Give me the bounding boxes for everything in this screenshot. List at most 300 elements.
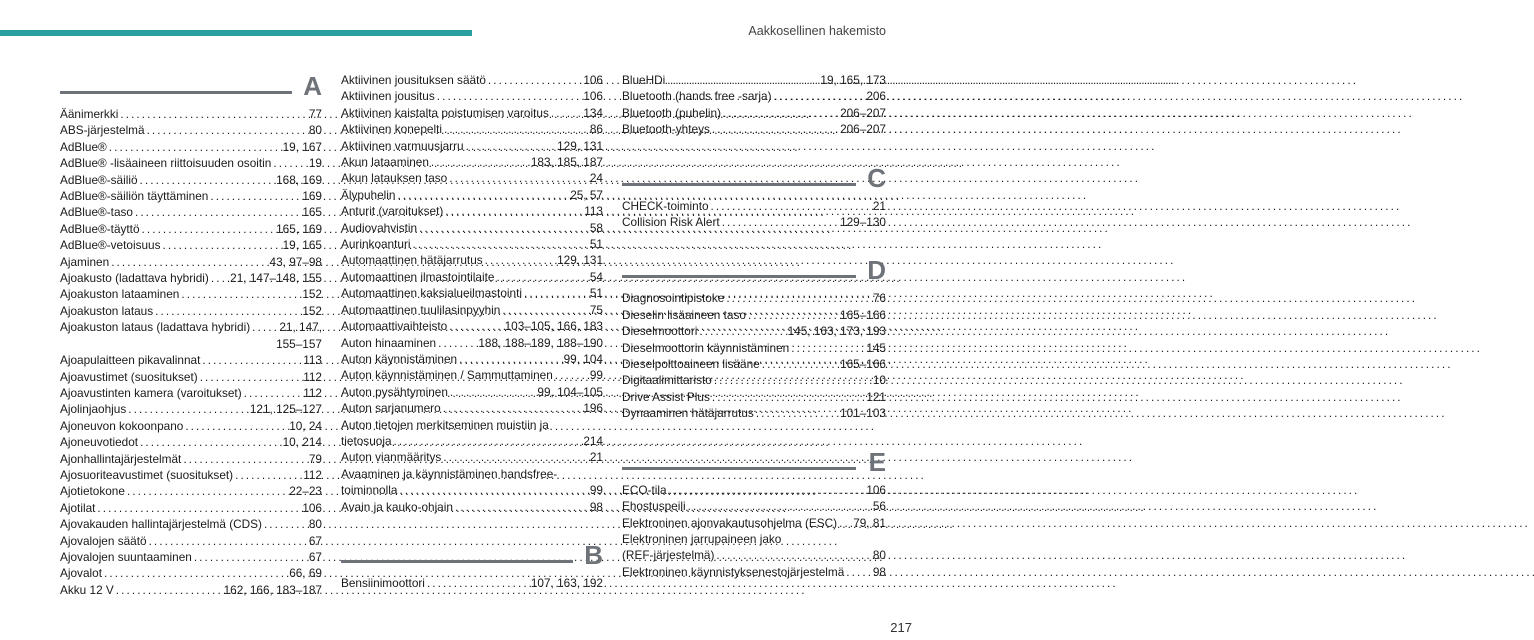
section-letter: C: [867, 162, 886, 193]
dot-leader: [210, 188, 300, 204]
index-pages: 86: [589, 122, 603, 137]
index-pages: 10, 214: [282, 435, 322, 450]
dot-leader: [551, 105, 581, 121]
dot-leader: [111, 254, 267, 270]
dot-leader: [431, 154, 529, 170]
index-entry: [341, 575, 603, 591]
index-entry: [341, 433, 603, 449]
index-entry: [60, 319, 322, 352]
index-term: Ehostuspeili: [622, 499, 686, 514]
index-pages: 206–207: [840, 122, 886, 137]
index-entry: [622, 88, 886, 104]
index-entry: [622, 498, 886, 514]
index-term: Automaattinen kaksialueilmastointi: [341, 286, 522, 301]
index-entry: [60, 533, 322, 549]
index-pages: 77: [308, 107, 322, 121]
index-term: Akun lataaminen: [341, 155, 429, 170]
dot-leader: [485, 252, 555, 268]
index-pages: 67: [308, 549, 322, 564]
dot-leader: [667, 72, 818, 88]
index-term: Bluetooth (puhelin): [622, 105, 722, 120]
index-pages: 112: [303, 369, 322, 384]
section-rule: [341, 560, 573, 563]
index-pages: 80: [308, 123, 322, 138]
index-entry: [60, 549, 322, 565]
index-pages: 152: [302, 287, 322, 302]
index-entry: [60, 565, 322, 581]
index-pages: 76: [872, 291, 886, 306]
index-pages: 10: [872, 373, 886, 388]
index-term: Ajovalojen säätö: [60, 533, 147, 548]
index-term: ABS-järjestelmä: [60, 123, 145, 138]
section-header-d: [622, 256, 886, 284]
index-term: Aurinkoanturi: [341, 237, 411, 252]
dot-leader: [116, 582, 222, 598]
index-term: Elektroninen jarrupaineen jako: [622, 531, 782, 546]
index-term: Auton vianmääritys: [341, 450, 442, 465]
index-term: Ajonhallintajärjestelmät: [60, 451, 182, 466]
dot-leader: [397, 187, 568, 203]
index-pages: 80: [872, 548, 886, 563]
index-list-a: [60, 106, 322, 598]
section-rule: [60, 91, 292, 94]
index-entry: [622, 290, 886, 306]
index-entry: [341, 220, 603, 236]
index-entry: [341, 285, 603, 301]
dot-leader: [791, 340, 864, 356]
index-entry: [60, 319, 322, 335]
dot-leader: [200, 369, 302, 385]
index-entry: [341, 72, 603, 88]
index-term: AdBlue®-säiliön täyttäminen: [60, 189, 209, 204]
index-term: Dynaaminen hätäjarrutus: [622, 406, 754, 421]
index-term: Avaaminen ja käynnistäminen handsfree-: [341, 466, 558, 481]
section-rule: [622, 467, 856, 470]
index-column-1: [60, 72, 322, 598]
index-pages: 206: [866, 89, 886, 104]
dot-leader: [488, 72, 581, 88]
index-entry: [622, 340, 886, 356]
index-pages: 165–166: [840, 357, 886, 372]
index-entry: [60, 155, 322, 171]
dot-leader: [264, 516, 307, 532]
index-pages: 106: [302, 500, 322, 515]
index-entry: [622, 214, 886, 230]
dot-leader: [443, 449, 588, 465]
index-entry: [341, 417, 603, 450]
index-pages: 145, 163, 173, 193: [787, 324, 886, 339]
dot-leader: [711, 198, 871, 214]
index-entry: [622, 405, 886, 421]
index-pages: 206–207: [840, 105, 886, 120]
dot-leader: [202, 352, 301, 368]
index-term: tietosuoja: [341, 433, 392, 448]
dot-leader: [774, 88, 865, 104]
index-entry: [60, 516, 322, 532]
index-entry: [60, 369, 322, 385]
index-entry: [341, 367, 603, 383]
index-entry: [341, 187, 603, 203]
index-pages: 80: [308, 517, 322, 532]
index-term: Automaattinen ilmastointilaite: [341, 269, 495, 284]
section-rule: [622, 183, 856, 186]
index-pages: 188, 188–189, 188–190: [478, 335, 603, 350]
index-pages: 106: [583, 89, 603, 104]
index-pages: 21: [872, 198, 886, 213]
index-pages: 19, 165: [282, 238, 322, 253]
index-entry: [60, 451, 322, 467]
dot-leader: [449, 170, 588, 186]
dot-leader: [444, 121, 588, 137]
index-entry: [341, 154, 603, 170]
index-term: Ajovakauden hallintajärjestelmä (CDS): [60, 517, 262, 532]
section-rule: [622, 275, 856, 278]
dot-leader: [194, 549, 307, 565]
index-term: Ajoavustinten kamera (varoitukset): [60, 385, 242, 400]
dot-leader: [273, 155, 307, 171]
index-term: Ajaminen: [60, 254, 110, 269]
dot-leader: [502, 302, 588, 318]
dot-leader: [669, 482, 865, 498]
index-entry: [341, 302, 603, 318]
index-term: BlueHDi: [622, 73, 666, 87]
index-term: Auton pysähtyminen: [341, 384, 448, 399]
index-pages: 113: [584, 204, 603, 219]
dot-leader: [109, 139, 281, 155]
index-term: Dieselmoottori: [622, 324, 698, 339]
index-pages: 112: [303, 467, 322, 482]
index-pages: 106: [583, 73, 603, 87]
dot-leader: [726, 290, 871, 306]
dot-leader: [756, 405, 838, 421]
index-entry: [60, 467, 322, 483]
index-pages: 51: [589, 286, 603, 301]
index-pages: 24: [589, 171, 603, 186]
dot-leader: [438, 335, 476, 351]
section-header-b: [341, 541, 603, 569]
index-entry: [60, 204, 322, 220]
index-term: Ajoakuston lataus (ladattava hybridi): [60, 320, 251, 335]
index-pages: 79, 81: [853, 515, 886, 530]
index-term: Aktiivinen jousituksen säätö: [341, 73, 486, 87]
dot-leader: [419, 220, 588, 236]
dot-leader: [181, 286, 300, 302]
index-pages: 145: [866, 340, 886, 355]
section-header-c: [622, 164, 886, 192]
dot-leader: [413, 236, 588, 252]
index-term: AdBlue®-säiliö: [60, 172, 138, 187]
index-entry: [341, 170, 603, 186]
index-pages: 113: [303, 353, 322, 368]
index-pages: 183, 185, 187: [530, 155, 603, 170]
index-pages: 51: [589, 237, 603, 252]
index-list-b-cont: [622, 72, 886, 138]
index-pages-cont: 155–157: [276, 336, 322, 351]
dot-leader: [748, 307, 838, 323]
dot-leader: [459, 351, 562, 367]
index-term: Auton hinaaminen: [341, 335, 437, 350]
index-entry: [60, 385, 322, 401]
index-pages: 134: [583, 105, 603, 120]
index-pages: 21, 147,: [279, 320, 322, 335]
index-entry: [341, 269, 603, 285]
dot-leader: [394, 433, 582, 449]
index-term: Aktiivinen jousitus: [341, 89, 435, 104]
index-entry: [60, 303, 322, 319]
page-header-title: Aakkosellinen hakemisto: [748, 24, 886, 38]
index-entry: [622, 547, 886, 563]
index-entry: [60, 434, 322, 450]
dot-leader: [723, 105, 838, 121]
index-pages: 21, 147–148, 155: [230, 271, 322, 286]
index-term: Akun latauksen taso: [341, 171, 448, 186]
index-term: Auton käynnistäminen: [341, 351, 458, 366]
index-entry: [60, 352, 322, 368]
index-entry: [60, 286, 322, 302]
index-list-a-cont: [341, 72, 603, 515]
dot-leader: [142, 221, 275, 237]
index-term: Ajosuoriteavustimet (suositukset): [60, 467, 234, 482]
index-entry: [60, 500, 322, 516]
dot-leader: [716, 547, 870, 563]
dot-leader: [445, 203, 582, 219]
index-term: Anturit (varoitukset): [341, 204, 444, 219]
dot-leader: [104, 565, 287, 581]
dot-leader: [839, 515, 851, 531]
index-column-2: [341, 72, 603, 591]
dot-leader: [183, 451, 307, 467]
index-entry: [341, 466, 603, 499]
index-pages: 162, 166, 183–187: [223, 582, 322, 597]
index-term: Aktiivinen kaistalta poistumisen varoitus: [341, 105, 549, 120]
index-pages: 19: [308, 156, 322, 171]
section-letter: E: [868, 446, 886, 477]
dot-leader: [714, 372, 871, 388]
index-pages: 99: [589, 368, 603, 383]
index-pages: 43, 97–98: [269, 254, 322, 269]
index-term: Auton käynnistäminen / Sammuttaminen: [341, 368, 553, 383]
page-number: 217: [890, 620, 912, 635]
index-entry: [622, 105, 886, 121]
index-entry: [622, 323, 886, 339]
index-pages: 165: [302, 205, 322, 220]
index-pages: 107, 163, 192: [530, 575, 603, 590]
index-entry: [622, 356, 886, 372]
index-term: Dieselpolttoaineen lisääne: [622, 357, 760, 372]
index-entry: [341, 351, 603, 367]
index-column-3: [622, 72, 886, 580]
index-term: Automaattivaihteisto: [341, 319, 448, 334]
index-term: Elektroninen käynnistyksenestojärjestelmä: [622, 564, 845, 579]
index-entry: [60, 106, 322, 122]
dot-leader: [120, 106, 307, 122]
index-entry: [341, 499, 603, 515]
index-term: AdBlue®-vetoisuus: [60, 238, 161, 253]
index-term: Akku 12 V: [60, 582, 114, 597]
index-term: AdBlue® -lisäaineen riittoisuuden osoitin: [60, 156, 272, 171]
index-entry: [622, 307, 886, 323]
index-pages: 66, 69: [289, 566, 322, 581]
index-entry: [341, 335, 603, 351]
index-term: Ajoavustimet (suositukset): [60, 369, 198, 384]
index-entry: [341, 203, 603, 219]
index-term: Ajoneuvon kokoonpano: [60, 418, 184, 433]
index-pages: 121, 125–127: [249, 402, 322, 417]
index-list-c: [622, 198, 886, 231]
dot-leader: [140, 172, 275, 188]
dot-leader: [135, 204, 300, 220]
index-list-e: [622, 482, 886, 580]
index-term: Ajoakuston lataus: [60, 303, 154, 318]
index-term: Ajoneuvotiedot: [60, 435, 139, 450]
dot-leader: [127, 483, 287, 499]
index-pages: 103–105, 166, 183: [504, 319, 603, 334]
index-term: Ajovalot: [60, 566, 102, 581]
dot-leader: [140, 434, 281, 450]
index-entry: [60, 270, 322, 286]
index-entry: [60, 237, 322, 253]
section-letter: A: [303, 71, 322, 101]
index-entry: [341, 482, 603, 498]
index-entry: [60, 122, 322, 138]
index-pages: 67: [308, 533, 322, 548]
index-entry: [622, 72, 886, 88]
section-letter: D: [867, 255, 886, 286]
index-term: Automaattinen hätäjarrutus: [341, 253, 483, 268]
index-entry: [341, 318, 603, 334]
index-pages: 79: [308, 451, 322, 466]
index-term: Auton sarjanumero: [341, 401, 441, 416]
dot-leader: [185, 418, 287, 434]
section-letter: B: [584, 539, 603, 570]
index-entry: [60, 582, 322, 598]
index-term: Ajoapulaitteen pikavalinnat: [60, 353, 201, 368]
index-pages: 99, 104–105: [537, 384, 603, 399]
index-term: Diagnosointipistoke: [622, 291, 725, 306]
dot-leader: [762, 356, 838, 372]
dot-leader: [450, 384, 535, 400]
index-term: Aktiivinen varmuusjarru: [341, 138, 464, 153]
index-entry: [622, 372, 886, 388]
dot-leader: [244, 385, 302, 401]
index-pages: 165, 169: [276, 221, 322, 236]
index-pages: 98: [589, 499, 603, 514]
index-pages: 129, 131: [557, 253, 603, 268]
index-term: Digitaalimittaristo: [622, 373, 712, 388]
index-entry: [622, 531, 886, 564]
index-entry: [341, 400, 603, 416]
index-entry: [60, 139, 322, 155]
index-term: Drive Assist Plus: [622, 389, 710, 404]
index-entry: [341, 252, 603, 268]
index-entry: [341, 236, 603, 252]
dot-leader: [163, 237, 281, 253]
index-entry: [60, 483, 322, 499]
index-term: AdBlue®-taso: [60, 205, 133, 220]
index-term: Ajoakuston lataaminen: [60, 287, 180, 302]
index-entry: [60, 418, 322, 434]
dot-leader: [496, 269, 587, 285]
index-term: Elektroninen ajonvakautusohjelma (ESC): [622, 515, 838, 530]
dot-leader: [524, 285, 588, 301]
index-entry: [341, 121, 603, 137]
index-entry: [341, 105, 603, 121]
index-term: Ajovalojen suuntaaminen: [60, 549, 192, 564]
index-pages: 129, 131: [557, 138, 603, 153]
index-term: Ajotietokone: [60, 484, 125, 499]
index-entry: [60, 254, 322, 270]
index-entry: [622, 121, 886, 137]
index-pages: 101–103: [840, 406, 886, 421]
index-pages: 99: [589, 483, 603, 498]
index-entry: [622, 564, 886, 580]
dot-leader: [449, 318, 502, 334]
index-pages: 10, 24: [289, 418, 322, 433]
dot-leader: [688, 498, 871, 514]
index-pages: 112: [303, 385, 322, 400]
index-term: Älypuhelin: [341, 187, 396, 202]
dot-leader: [147, 122, 307, 138]
index-term: Ajoakusto (ladattava hybridi): [60, 271, 209, 286]
index-pages: 99, 104: [563, 351, 603, 366]
index-entry: [60, 221, 322, 237]
index-term: Aktiivinen konepelti: [341, 122, 442, 137]
dot-leader: [699, 323, 785, 339]
dot-leader: [128, 401, 248, 417]
dot-leader: [97, 500, 300, 516]
dot-leader: [211, 270, 228, 286]
section-header-a: [60, 72, 322, 100]
index-term: Ajolinjaohjus: [60, 402, 127, 417]
dot-leader: [155, 303, 300, 319]
index-pages: 19, 167: [282, 139, 322, 154]
index-list-b: [341, 575, 603, 591]
index-pages: 196: [583, 401, 603, 416]
index-pages: 22–23: [289, 484, 322, 499]
index-entry: [622, 482, 886, 498]
dot-leader: [455, 499, 588, 515]
dot-leader: [712, 389, 864, 405]
index-entry: [341, 449, 603, 465]
dot-leader: [722, 214, 838, 230]
index-pages: 168, 169: [276, 172, 322, 187]
index-term: Auton tietojen merkitseminen muistiin ja: [341, 417, 549, 432]
index-term: Bensiinimoottori: [341, 575, 425, 590]
dot-leader: [235, 467, 301, 483]
index-term: Ajotilat: [60, 500, 96, 515]
index-term: AdBlue®: [60, 139, 107, 154]
index-pages: 54: [589, 269, 603, 284]
dot-leader: [846, 564, 871, 580]
index-pages: 106: [866, 482, 886, 497]
index-pages: 56: [872, 499, 886, 514]
index-term: Dieselmoottorin käynnistäminen: [622, 340, 790, 355]
index-term: CHECK-toiminto: [622, 198, 709, 213]
dot-leader: [149, 533, 307, 549]
index-list-d: [622, 290, 886, 421]
index-term: Bluetooth (hands free -sarja): [622, 89, 772, 104]
dot-leader: [712, 121, 838, 137]
index-pages: 152: [302, 303, 322, 318]
index-entry: [341, 88, 603, 104]
index-entry: [622, 515, 886, 531]
section-header-e: [622, 448, 886, 476]
dot-leader: [555, 367, 588, 383]
index-entry: [60, 401, 322, 417]
index-term: Äänimerkki: [60, 107, 119, 121]
index-entry: [622, 198, 886, 214]
index-pages: 25, 57: [570, 187, 603, 202]
